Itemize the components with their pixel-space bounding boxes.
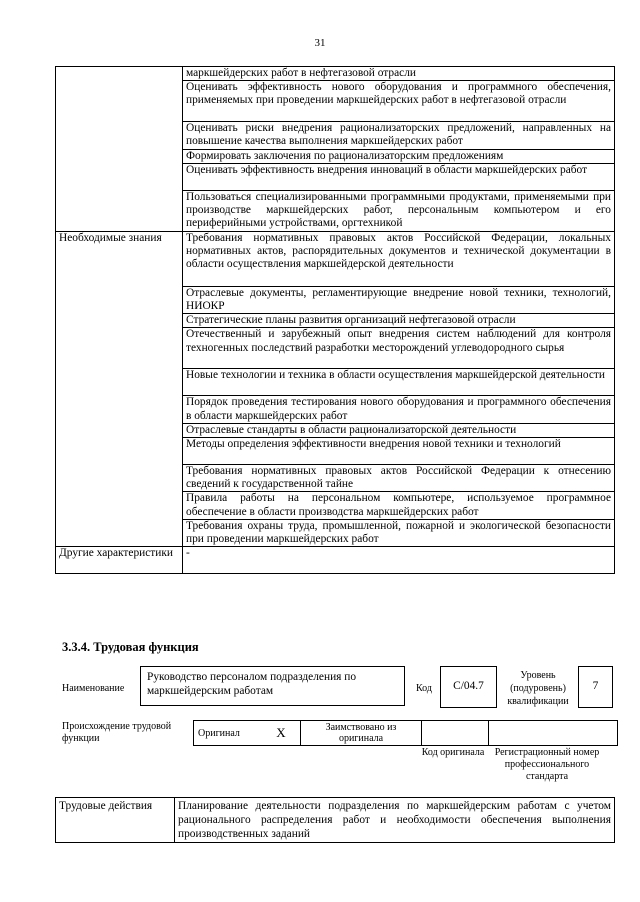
other-value: - (183, 547, 615, 574)
actions-table (55, 797, 615, 843)
table-row (56, 67, 615, 81)
skill-item: маркшейдерских работ в нефтегазовой отрасли (183, 67, 615, 81)
skill-item: Оценивать эффективность нового оборудования и программного обеспечения, применяемых при проведении маркшейдерских работ в нефтегазовой отрасли (183, 81, 615, 122)
section-title: 3.3.4. Трудовая функция (62, 640, 199, 654)
level-label: Уровень (подуровень) квалификации (507, 670, 569, 707)
table-row (194, 721, 618, 746)
knowledge-item: Правила работы на персональном компьютере, используемое программное обеспечение в области производства маркшейдерских работ (183, 492, 615, 519)
knowledge-item: Отечественный и зарубежный опыт внедрения систем наблюдений для контроля техногенных последствий разработки месторождений углеводородного сырья (183, 328, 615, 369)
origin-label (62, 721, 187, 745)
function-code-box (440, 666, 497, 708)
level-value: 7 (592, 680, 599, 693)
function-code-value: C/04.7 (453, 680, 484, 693)
skill-item: Оценивать риски внедрения рационализаторских предложений, направленных на повышение качества выполнения маркшейдерских работ (183, 122, 615, 149)
other-label: Другие характеристики (56, 547, 183, 574)
skill-item: Пользоваться специализированными программными продуктами, применяемыми при производстве маркшейдерских работ, персональным компьютером и его периферийными устройствами, оргтехникой (183, 190, 615, 231)
skill-item: Формировать заключения по рационализаторским предложениям (183, 149, 615, 163)
code-label: Код (416, 683, 432, 694)
page-number: 31 (314, 37, 326, 49)
original-mark: X (262, 721, 301, 746)
competency-table (55, 66, 615, 574)
knowledge-item: Отраслевые стандарты в области рационализаторской деятельности (183, 423, 615, 437)
table-row (56, 798, 615, 843)
original-label: Оригинал (194, 721, 263, 746)
table-row (56, 231, 615, 286)
knowledge-item: Порядок проведения тестирования нового оборудования и программного обеспечения в области маркшейдерских работ (183, 396, 615, 423)
reg-caption: Регистрационный номер профессионального стандарта (494, 747, 600, 782)
skill-item: Оценивать эффективность внедрения инноваций в области маркшейдерских работ (183, 163, 615, 190)
original-code-cell (422, 721, 489, 746)
level-box (578, 666, 613, 708)
actions-label: Трудовые действия (56, 798, 175, 843)
code-caption: Код оригинала (421, 747, 485, 758)
knowledge-item: Требования нормативных правовых актов Российской Федерации к отнесению сведений к государственной тайне (183, 465, 615, 492)
origin-label-text: Происхождение трудовой функции (62, 721, 172, 744)
knowledge-item: Требования нормативных правовых актов Российской Федерации, локальных нормативных актов, распорядительных документов и технической документации в области осуществления маркшейдерской деятельности (183, 231, 615, 286)
table-row (56, 547, 615, 574)
knowledge-item: Отраслевые документы, регламентирующие внедрение новой техники, технологий, НИОКР (183, 286, 615, 313)
knowledge-item: Методы определения эффективности внедрения новой техники и технологий (183, 438, 615, 465)
reg-number-cell (489, 721, 618, 746)
function-name-box: Руководство персоналом подразделения по маркшейдерским работам (140, 666, 405, 706)
knowledge-item: Требования охраны труда, промышленной, пожарной и экологической безопасности при проведении маркшейдерских работ (183, 519, 615, 546)
borrowed-label: Заимствовано из оригинала (301, 721, 422, 746)
actions-value: Планирование деятельности подразделения по маркшейдерским работам с учетом рационального распределения работ и необходимости обеспечения выполнения производственных заданий (175, 798, 615, 843)
origin-table (193, 720, 618, 746)
skills-label-cell (56, 67, 183, 232)
knowledge-item: Стратегические планы развития организаций нефтегазовой отрасли (183, 314, 615, 328)
knowledge-label: Необходимые знания (56, 231, 183, 546)
knowledge-item: Новые технологии и техника в области осуществления маркшейдерской деятельности (183, 369, 615, 396)
name-label: Наименование (62, 683, 125, 694)
